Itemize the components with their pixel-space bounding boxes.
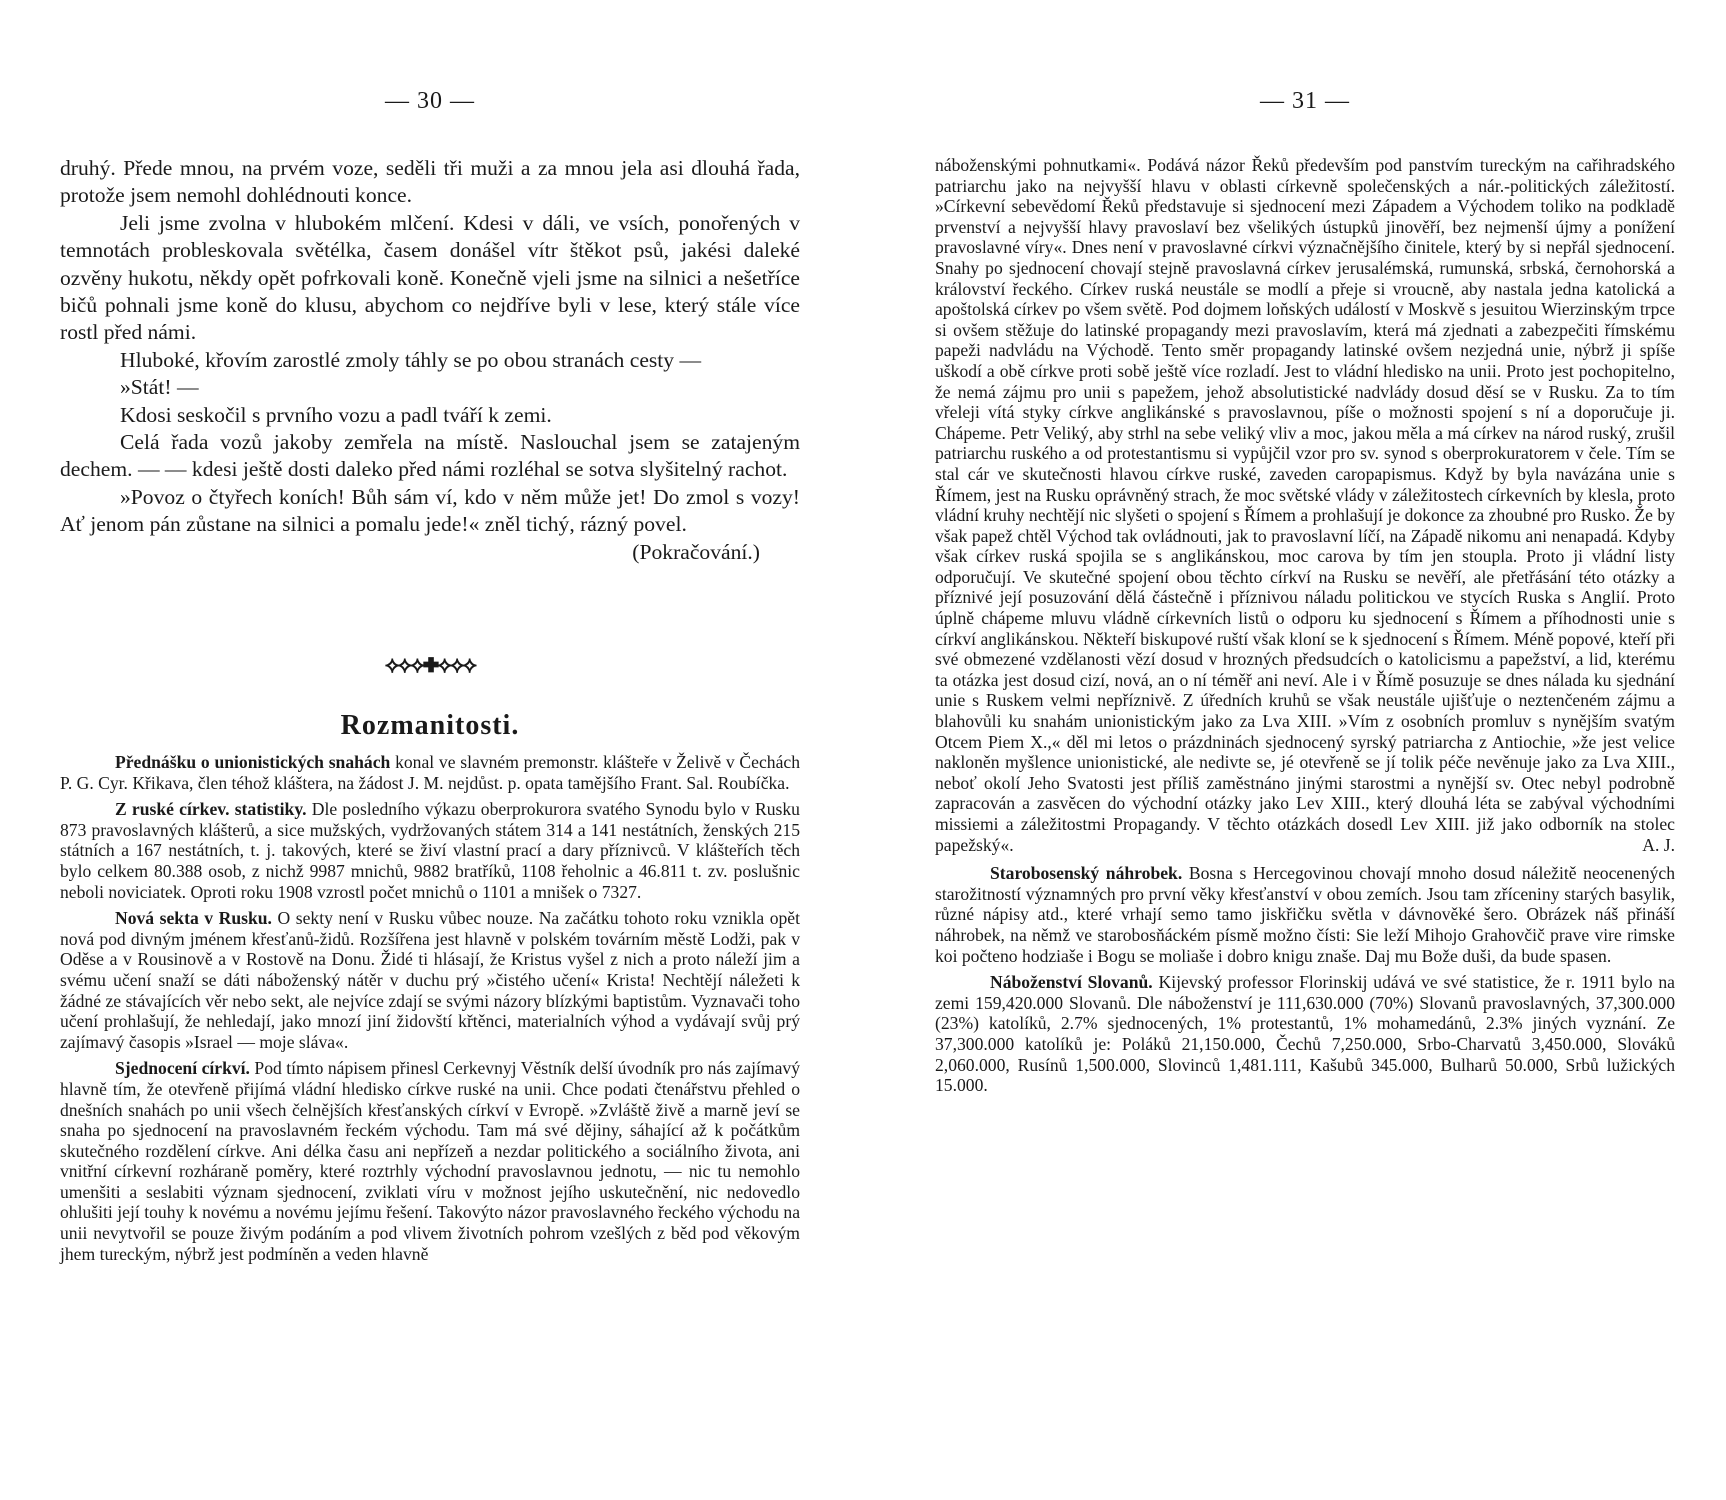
left-page xyxy=(60,0,800,1500)
item-heading: Přednášku o unionistických snahách xyxy=(115,752,391,772)
item-heading: Náboženství Slovanů. xyxy=(990,972,1153,993)
item-heading: Z ruské církev. statistiky. xyxy=(115,799,307,820)
ornament-divider: ⟡⟡⟡✚⟡⟡⟡ xyxy=(385,652,475,677)
paragraph: »Stát! — xyxy=(120,375,199,400)
item-text: Dle posledního výkazu oberprokurora svatého Synodu bylo v Rusku 873 pravoslavných klášterů, a sice mužských, vydržovaných státem 314 a 141 nestátních, ženských 215 státních a 167 nestátních, t. j. takových, které se živí vlastní prací a dary příznivců. V klášteřích těch bylo celkem 80.388 osob, z nichž 9987 mnichů, 9882 bratříků, 1108 řeholnic a 46.811 t. zv. poslušnic neboli noviciatek. Oproti roku 1908 vzrostl počet mnichů o 1101 a mnišek o 7327. xyxy=(60,799,800,902)
paragraph: Kdosi seskočil s prvního vozu a padl tváří k zemi. xyxy=(120,402,552,427)
item-text: Kijevský professor Florinskij udává ve své statistice, že r. 1911 bylo na zemi 159,420.000 Slovanů. Dle náboženství je 111,630.000 (70%) Slovanů pravoslavných, 37,300.000 (23%) katolíků, 2.7% sjednocených, 1% protestantů, 1% mohamedánů, 2.3% jiných vyznání. Ze 37,300.000 katolíků je: Poláků 21,150.000, Čechů 7,250.000, Srbo-Charvatů 3,450.000, Slováků 2,060.000, Rusínů 1,500.000, Slovinců 1,481.111, Kašubů 345.000, Bulharů 50.000, Srbů lužických 15.000. xyxy=(935,972,1675,1096)
miscellany-column xyxy=(60,752,800,1270)
news-item xyxy=(60,1058,800,1264)
news-item xyxy=(60,752,800,793)
paragraph: Hluboké, křovím zarostlé zmoly táhly se po obou stranách cesty — xyxy=(120,347,702,372)
item-text: konal ve slavném premonstr. klášteře v Želivě v Čechách P. G. Cyr. Křikava, člen téhož kláštera, na žádost J. M. nejdůst. p. opata tamějšího Frant. Sal. Roubíčka. xyxy=(60,752,800,793)
news-item xyxy=(935,972,1675,1096)
story-text xyxy=(60,155,800,566)
item-text: náboženskými pohnutkami«. Podává názor Řeků především pod panstvím tureckým na cařihradského patriarchu jako na nejvyšší hlavu v oblasti církevně společenských a nár.-politických záležitostí. »Církevní sebevědomí Řeků představuje si sjednocení mezi Západem a Východem toliko na podkladě prvenství a nejvyšší hlavy pravoslaví bez všelikých ústupků jinověří, bez nejmenší újmy a ponížení pravoslavné víry«. Dnes není v pravoslavné církvi význačnějšího činitele, který by si nepřál sjednocení. Snahy po sjednocení chovají stejně pravoslavná církev jerusalémská, rumunská, srbská, černohorská a království řeckého. Církev ruská neustále se modlí a přeje si vroucně, aby nastala jedna katolická a apoštolská církev po všem světě. Pod dojmem loňských událostí v Moskvě s jesuitou Wierzinským trpce si ovšem stěžuje do latinské propagandy mezi pravoslavím, která má zjednati a zabezpečiti římskému papeži nadvládu na Východě. Tento směr propagandy latinské ovšem nezjedná unie, nýbrž ji spíše uškodí a obě církve proti sobě ještě více rozladí. Jest to vládní hledisko na unii. Proto jest pochopitelno, že nemá zájmu pro unii s papežem, jehož absolutistické nadvlády dosud děsí se v Rusku. Za to tím vřeleji vítá styky církve anglikánské s pravoslavnou, píše o možnosti spojení s ní a doporučuje ji. Chápeme. Petr Veliký, aby strhl na sebe veliký vliv a moc, jakou měla a má církev na národ ruský, zrušil patriarchu ruského a od protestantismu si vypůjčil vzor pro sv. synod s oberprokuratorem v čele. Tím se stal cár ve skutečnosti hlavou církve ruské, zaveden caropapismus. Když by byla navázána unie s Římem, jest na Rusku oprávněný strach, že moc světské vlády v záležitostech církevních by klesla, proto vládní kruhy nechtějí nic slyšeti o spojení s Římem a prohlašují je dokonce za zhoubné pro Rusko. Že by však papež chtěl Východ tak ovládnouti, jak to pravoslavní líčí, na Západě nikomu ani nenapadá. Kdyby však církev ruská spojila se s anglikánskou, moc carova by tím jen stoupla. Proto ji vládní listy odporučují. Ve skutečné spojení obou těchto církví na Rusku se nevěří, ale přetřásání této otázky a příznivé její posuzování dělá částečně i příznivou náladu politickou ve stycích Ruska s Anglií. Proto úplně chápeme mluvu vládně církevních listů o odporu ku sjednocení s Římem a příhodnosti unie s církví anglikánskou. Někteří biskupové ruští však kloní se k sjednocení s Římem. Méně popové, kteří při své obmezené vzdělanosti vězí dosud v hrozných předsudcích o katolicismu a papežství, a lid, kterému ta otázka jest dosud cizí, nová, an o ní téměř ani neví. Ale i v Římě posuzuje se dnes nálada ku sjednání unie s Ruskem velmi nepříznivě. Z úředních kruhů se však neustále ujišťuje o neztenčeném zájmu a blahovůli ku snahám unionistickým jako za Lva XIII. »Vím z osobních promluv s nynějším svatým Otcem Piem X.,« děl mi letos o prázdninách sjednocený syrský patriarcha z Antiochie, »že jest velice nakloněn myšlence unionistické, ale nedivte se, jé otevřeně se jí tolik péče nevěnuje jako za Lva XIII., neboť okolí Jeho Svatosti jest příliš zaměstnáno jinými starostmi a nynější sv. Otec nebyl podrobně zapracován a zasvěcen do východní otázky jako Lev XIII., který dlouhá léta se zabýval východními missiemi a záležitostmi Propagandy. V těchto otázkách dosedl Lev XIII. již jako odborník na stolec papežský«. xyxy=(935,155,1675,855)
miscellany-column xyxy=(935,155,1675,1102)
paragraph: Jeli jsme zvolna v hlubokém mlčení. Kdesi v dáli, ve vsích, ponořených v temnotách probleskovala světélka, časem donášel vítr štěkot psů, jakési daleké ozvěny hukotu, někdy opět pofrkovali koně. Konečně vjeli jsme na silnici a nešetříce bičů pohnali jsme koně do klusu, abychom co nejdříve byli v lese, který stále více rostl před námi. xyxy=(60,210,800,345)
continuation-line xyxy=(60,539,800,566)
item-text: O sekty není v Rusku vůbec nouze. Na začátku tohoto roku vznikla opět nová pod divným jménem křesťanů-židů. Rozšířena jest hlavně v polském továrním městě Lodži, pak v Oděse a v Rousinově a v Rostově na Donu. Židé ti hlásají, že Kristus vyšel z nich a proto náleží jim a svému učení snaží se dáti náboženský nátěr v duchu prý »čistého učení« Krista! Nechtějí náležeti k žádné ze stávajících věr nebo sekt, ale nejvíce zdají se svými názory blízkými baptistům. Vyznavači toho učení prohlašují, že nehledají, jako mnozí jiní židovští křtěnci, materialních výhod a vydávají svůj prý zajímavý časopis »Israel — moje sláva«. xyxy=(60,908,800,1052)
item-text: Pod tímto nápisem přinesl Cerkevnyj Věstník delší úvodník pro nás zajímavý hlavně tím, že otevřeně přijímá vládní hledisko církve ruské na unii. Chce podati čtenářstvu přehled o dnešních snahách po unii všech čelnějších křesťanských církví v Evropě. »Zvláště živě a marně jeví se snaha po sjednocení na pravoslavném řeckém východu. Tam má své dějiny, sáhající až k počátkům skutečného rozdělení církve. Ani délka času ani nepřízeň a nezdar politického a sociálního života, ani vnitřní církevní rozháraně poměry, které roztrhly východní pravoslavnou jednotu, — nic tu nemohlo umenšiti a seslabiti význam sjednocení, zviklati víru v možnost jejího uskutečnění, nic nedovedlo ohlušiti její touhy k novému a novému jejímu řešení. Takovýto názor pravoslavného řeckého východu na unii nevytvořil se pouze živým podáním a pod vlivem životních pohrom vzešlých z běd pod věkovým jhem tureckým, nýbrž jest podmíněn a veden hlavně xyxy=(60,1058,801,1264)
page-number: — 30 — xyxy=(385,88,475,114)
item-text: Bosna s Hercegovinou chovají mnoho dosud náležitě neocenených starožitností významných pro první věky křesťanství v obou zemích. Jsou tam zříceniny starých basylik, různé nápisy atd., které vrhají semo tamo jiskřičku světla v dávnověké šero. Obrázek náš přináší náhrobek, na němž ve starobosňáckém písmě možno čísti: Sie leží Mihojo Grahovčič prave vire rimske koi počteno hodziaše i Bogu se moliaše i dobro knigu znaše. Daj mu Bože duši, da bude spasen. xyxy=(935,863,1676,966)
paragraph: »Povoz o čtyřech koních! Bůh sám ví, kdo v něm může jet! Do zmol s vozy! Ať jenom pán zůstane na silnici a pomalu jede!« zněl tichý, rázný povel. xyxy=(60,484,800,537)
news-item xyxy=(60,799,800,902)
continued-note: (Pokračování.) xyxy=(632,539,760,564)
item-heading: Nová sekta v Rusku. xyxy=(115,908,272,929)
news-item xyxy=(935,863,1675,966)
item-heading: Starobosenský náhrobek. xyxy=(990,863,1183,884)
author-signature: A. J. xyxy=(1642,834,1675,855)
news-item-continuation xyxy=(935,155,1675,855)
news-item xyxy=(60,908,800,1052)
item-heading: Sjednocení církví. xyxy=(115,1058,250,1079)
page-number: — 31 — xyxy=(1260,88,1350,114)
right-page xyxy=(935,0,1675,1500)
section-title: Rozmanitosti. xyxy=(340,710,520,741)
paragraph: Celá řada vozů jakoby zemřela na místě. Naslouchal jsem se zatajeným dechem. — — kdesi ještě dosti daleko před námi rozléhal se sotva slyšitelný rachot. xyxy=(60,430,800,482)
paragraph: druhý. Přede mnou, na prvém voze, seděli tři muži a za mnou jela asi dlouhá řada, protože jsem nemohl dohlédnouti konce. xyxy=(60,156,800,208)
